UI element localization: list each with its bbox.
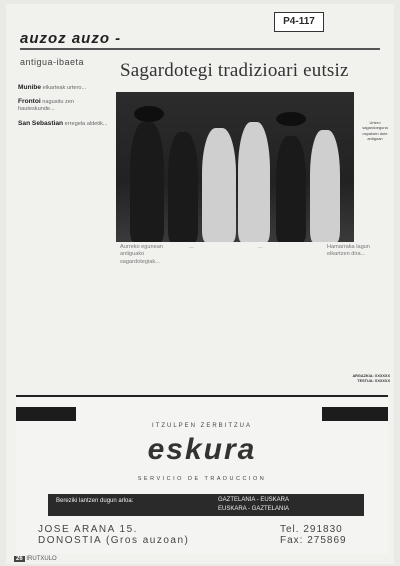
ad-language-pair: GAZTELANIA - EUSKARA [218,497,290,503]
page-footer [14,556,57,562]
photo-hat [134,106,164,122]
credit-line: TESTUA: XXXXXX [357,379,390,384]
photo-figure [238,122,270,242]
photo-figure [130,122,164,242]
article-photo [116,92,354,242]
photo-caption: Urtero sagardoeguna ospatzen dute antiguan [362,120,388,142]
photo-figure [202,128,236,242]
article-headline: Sagardotegi tradizioari eutsiz [120,60,349,81]
ad-address [38,524,189,546]
advertisement [16,395,388,554]
credit-line: ARGAZKIA: XXXXXX [352,374,390,378]
ad-address-line: DONOSTIA (Gros auzoan) [38,535,190,546]
body-column: Hamarraka lagun elkartzen dira... [327,244,370,258]
left-paragraph [18,98,110,113]
ad-bar-label: Bereziki lantzen dugun arloa: [56,498,134,504]
ad-subtitle: SERVICIO DE TRADUCCION [137,476,267,482]
ad-language-pair: EUSKARA - GAZTELANIA [218,506,290,512]
ad-top-text: ITZULPEN ZERBITZUA [151,423,252,429]
photo-figure [168,132,198,242]
paragraph-text: elkarteak urtero... [42,85,87,91]
photo-figure [276,136,306,242]
section-title: auzoz auzo - [20,30,122,47]
paragraph-lead: San Sebastian [18,119,64,127]
ad-language-bar [48,494,364,516]
archive-tag: P4-117 [274,12,324,32]
photo-figure [310,130,340,242]
photo-hat [276,112,306,126]
ad-address-line: JOSE ARANA 15. [38,524,138,535]
ad-fax: Fax: 275869 [280,535,347,546]
page-number: 26 [16,556,23,562]
left-paragraph [18,84,110,92]
body-column: ... [189,244,194,250]
paragraph-text: nagusitu zen hauteskunde... [18,99,75,113]
magazine-name: IRUTXULO [26,556,57,562]
paragraph-lead: Frontoi [18,98,41,106]
body-column: ... [258,244,263,250]
left-column [18,84,110,134]
paragraph-text: erregela aldetik... [64,120,108,127]
section-divider [20,48,380,50]
photo-credits [306,374,390,385]
body-column: Aurreko egunean antiguako sagardotegiak... [120,244,163,265]
ad-phone: Tel. 291830 [280,524,343,535]
article-byline: antigua-ibaeta [20,57,85,67]
article-body [120,244,390,266]
ad-black-block [16,407,76,421]
ad-black-block [322,407,388,421]
left-paragraph [18,120,110,128]
paragraph-lead: Munibe [18,84,42,91]
ad-logo: eskura [147,433,257,466]
ad-contact [280,524,347,546]
magazine-page [6,4,394,564]
